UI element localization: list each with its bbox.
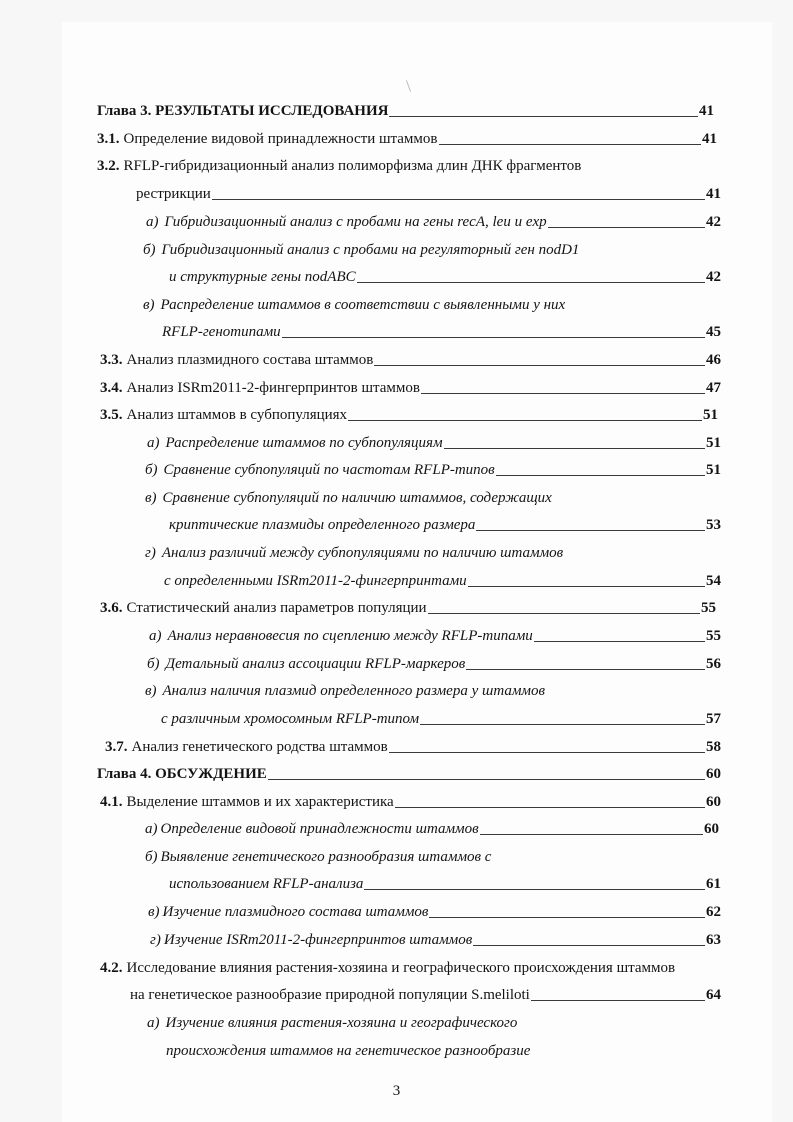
toc-entry-number: 3.4. [100, 380, 123, 396]
toc-section-3-7[interactable] [105, 738, 721, 756]
toc-subsection-4-2-a[interactable] [147, 1014, 517, 1032]
toc-entry-marker: а) [145, 821, 158, 837]
toc-entry-title: Изучение плазмидного состава штаммов [162, 904, 429, 920]
dot-leader [439, 143, 702, 145]
toc-entry-page: 58 [706, 739, 721, 755]
toc-section-3-6[interactable] [100, 599, 716, 617]
toc-subsection-3-2-v-cont[interactable] [162, 323, 721, 341]
toc-entry-number: 4.2. [100, 960, 123, 976]
toc-entry-page: 60 [706, 794, 721, 810]
toc-subsection-3-2-v[interactable] [143, 296, 565, 314]
toc-entry-marker: а) [149, 628, 162, 644]
toc-entry-title: Распределение штаммов в соответствии с выявленными у них [160, 297, 566, 313]
toc-entry-number: 4.1. [100, 794, 123, 810]
toc-section-3-5[interactable] [100, 406, 718, 424]
toc-entry-title: Определение видовой принадлежности штаммов [160, 821, 479, 837]
toc-entry-marker: а) [147, 435, 160, 451]
dot-leader [395, 806, 705, 808]
toc-entry-marker: г) [150, 932, 161, 948]
toc-subsection-3-6-a[interactable] [149, 627, 721, 645]
dot-leader [496, 474, 705, 476]
toc-entry-title: на генетическое разнообразие природной популяции S.meliloti [130, 987, 530, 1003]
toc-entry-page: 64 [706, 987, 721, 1003]
toc-entry-page: 41 [706, 186, 721, 202]
toc-entry-number: 3.2. [97, 158, 120, 174]
toc-chapter-3[interactable] [97, 102, 714, 120]
toc-entry-number: 3.5. [100, 407, 123, 423]
toc-entry-title: Сравнение субпопуляций по частотам RFLP-типов [163, 462, 495, 478]
toc-entry-marker: в) [145, 683, 157, 699]
toc-subsection-3-6-v-cont[interactable] [161, 710, 721, 728]
dot-leader [420, 723, 705, 725]
toc-entry-marker: б) [145, 462, 158, 478]
toc-entry-page: 63 [706, 932, 721, 948]
toc-entry-page: 57 [706, 711, 721, 727]
toc-entry-page: 46 [706, 352, 721, 368]
dot-leader [473, 944, 705, 946]
toc-subsection-3-5-a[interactable] [147, 434, 721, 452]
dot-leader [389, 115, 698, 117]
toc-section-3-4[interactable] [100, 379, 721, 397]
dot-leader [348, 419, 702, 421]
toc-subsection-4-1-a[interactable] [145, 820, 719, 838]
dot-leader [389, 751, 705, 753]
toc-entry-page: 53 [706, 517, 721, 533]
toc-entry-page: 41 [699, 103, 714, 119]
toc-section-3-2[interactable] [97, 157, 581, 175]
toc-entry-page: 60 [704, 821, 719, 837]
toc-entry-title: RFLP-генотипами [162, 324, 281, 340]
dot-leader [421, 392, 705, 394]
toc-entry-title: Детальный анализ ассоциации RFLP-маркеров [165, 656, 466, 672]
dot-leader [374, 364, 705, 366]
toc-section-4-2[interactable] [100, 959, 675, 977]
toc-entry-title: Анализ неравновесия по сцеплению между RFLP-типами [167, 628, 533, 644]
dot-leader [444, 447, 705, 449]
dot-leader [364, 888, 705, 890]
toc-subsection-4-1-g[interactable] [150, 931, 721, 949]
toc-entry-page: 54 [706, 573, 721, 589]
toc-entry-title: Анализ плазмидного состава штаммов [126, 352, 374, 368]
toc-entry-page: 62 [706, 904, 721, 920]
toc-entry-title: Гибридизационный анализ с пробами на гены recA, leu и exp [164, 214, 547, 230]
dot-leader [357, 281, 705, 283]
toc-entry-page: 56 [706, 656, 721, 672]
toc-entry-page: 41 [702, 131, 717, 147]
toc-entry-title: Глава 3. РЕЗУЛЬТАТЫ ИССЛЕДОВАНИЯ [97, 103, 389, 119]
toc-section-3-2-cont[interactable] [136, 185, 721, 203]
toc-entry-number: 3.7. [105, 739, 128, 755]
toc-subsection-3-6-v[interactable] [145, 682, 545, 700]
toc-section-3-1[interactable] [97, 130, 717, 148]
toc-subsection-3-2-a[interactable] [146, 213, 721, 231]
toc-subsection-3-6-b[interactable] [147, 655, 721, 673]
toc-entry-title: Глава 4. ОБСУЖДЕНИЕ [97, 766, 267, 782]
dot-leader [212, 198, 705, 200]
dot-leader [268, 778, 705, 780]
toc-entry-marker: б) [145, 849, 158, 865]
toc-entry-title: Распределение штаммов по субпопуляциям [165, 435, 443, 451]
toc-entry-title: рестрикции [136, 186, 211, 202]
toc-subsection-3-5-b[interactable] [145, 461, 721, 479]
toc-subsection-3-5-g-cont[interactable] [164, 572, 721, 590]
dot-leader [548, 226, 705, 228]
toc-entry-title: Анализ штаммов в субпопуляциях [126, 407, 348, 423]
toc-section-4-1[interactable] [100, 793, 721, 811]
toc-entry-title: Анализ генетического родства штаммов [131, 739, 388, 755]
toc-entry-page: 55 [706, 628, 721, 644]
toc-entry-number: 3.3. [100, 352, 123, 368]
toc-entry-title: происхождения штаммов на генетическое разнообразие [166, 1043, 531, 1059]
toc-entry-page: 51 [706, 462, 721, 478]
toc-subsection-3-5-g[interactable] [145, 544, 563, 562]
toc-entry-page: 51 [703, 407, 718, 423]
dot-leader [428, 612, 700, 614]
toc-entry-title: Анализ наличия плазмид определенного размера у штаммов [162, 683, 545, 699]
toc-entry-marker: в) [148, 904, 160, 920]
toc-entry-marker: а) [146, 214, 159, 230]
toc-entry-page: 61 [706, 876, 721, 892]
dot-leader [429, 916, 705, 918]
toc-entry-marker: г) [145, 545, 156, 561]
toc-entry-title: RFLP-гибридизационный анализ полиморфизма длин ДНК фрагментов [123, 158, 582, 174]
toc-entry-page: 60 [706, 766, 721, 782]
toc-subsection-3-2-b-cont[interactable] [169, 268, 721, 286]
dot-leader [480, 833, 703, 835]
dot-leader [534, 640, 705, 642]
toc-entry-title: и структурные гены nodABC [169, 269, 356, 285]
toc-entry-title: Анализ различий между субпопуляциями по наличию штаммов [161, 545, 564, 561]
toc-entry-title: Изучение ISRm2011-2-фингерпринтов штаммов [163, 932, 473, 948]
toc-entry-title: Сравнение субпопуляций по наличию штаммов, содержащих [162, 490, 552, 506]
toc-entry-title: использованием RFLP-анализа [169, 876, 364, 892]
dot-leader [282, 336, 705, 338]
toc-section-3-3[interactable] [100, 351, 721, 369]
toc-entry-title: Выделение штаммов и их характеристика [126, 794, 394, 810]
toc-entry-marker: в) [145, 490, 157, 506]
toc-entry-page: 45 [706, 324, 721, 340]
toc-subsection-4-1-v[interactable] [148, 903, 721, 921]
toc-entry-title: Анализ ISRm2011-2-фингерпринтов штаммов [126, 380, 420, 396]
dot-leader [476, 529, 705, 531]
toc-entry-marker: а) [147, 1015, 160, 1031]
toc-entry-page: 47 [706, 380, 721, 396]
toc-subsection-3-5-v[interactable] [145, 489, 552, 507]
toc-entry-title: с различным хромосомным RFLP-типом [161, 711, 420, 727]
toc-entry-marker: б) [147, 656, 160, 672]
toc-section-4-2-cont[interactable] [130, 986, 721, 1004]
toc-subsection-3-5-v-cont[interactable] [169, 516, 721, 534]
toc-entry-marker: б) [143, 242, 156, 258]
dot-leader [466, 668, 705, 670]
dot-leader [468, 585, 705, 587]
toc-entry-title: криптические плазмиды определенного размера [169, 517, 476, 533]
toc-entry-number: 3.1. [97, 131, 120, 147]
toc-entry-title: с определенными ISRm2011-2-фингерпринтами [164, 573, 467, 589]
toc-entry-title: Изучение влияния растения-хозяина и географического [165, 1015, 518, 1031]
toc-subsection-3-2-b[interactable] [143, 241, 579, 259]
page-number: 3 [392, 1083, 401, 1099]
toc-entry-title: Выявление генетического разнообразия штаммов с [160, 849, 492, 865]
toc-entry-page: 51 [706, 435, 721, 451]
toc-entry-title: Определение видовой принадлежности штаммов [123, 131, 438, 147]
toc-entry-number: 3.6. [100, 600, 123, 616]
toc-subsection-4-1-b-cont[interactable] [169, 875, 721, 893]
toc-subsection-4-2-a-cont[interactable] [166, 1042, 530, 1060]
toc-entry-title: Гибридизационный анализ с пробами на регуляторный ген nodD1 [161, 242, 580, 258]
dot-leader [531, 999, 705, 1001]
toc-subsection-4-1-b[interactable] [145, 848, 491, 866]
toc-entry-title: Статистический анализ параметров популяции [126, 600, 427, 616]
toc-entry-marker: в) [143, 297, 155, 313]
toc-entry-page: 42 [706, 269, 721, 285]
toc-entry-page: 42 [706, 214, 721, 230]
toc-entry-title: Исследование влияния растения-хозяина и географического происхождения штаммов [126, 960, 676, 976]
toc-chapter-4[interactable] [97, 765, 721, 783]
toc-entry-page: 55 [701, 600, 716, 616]
